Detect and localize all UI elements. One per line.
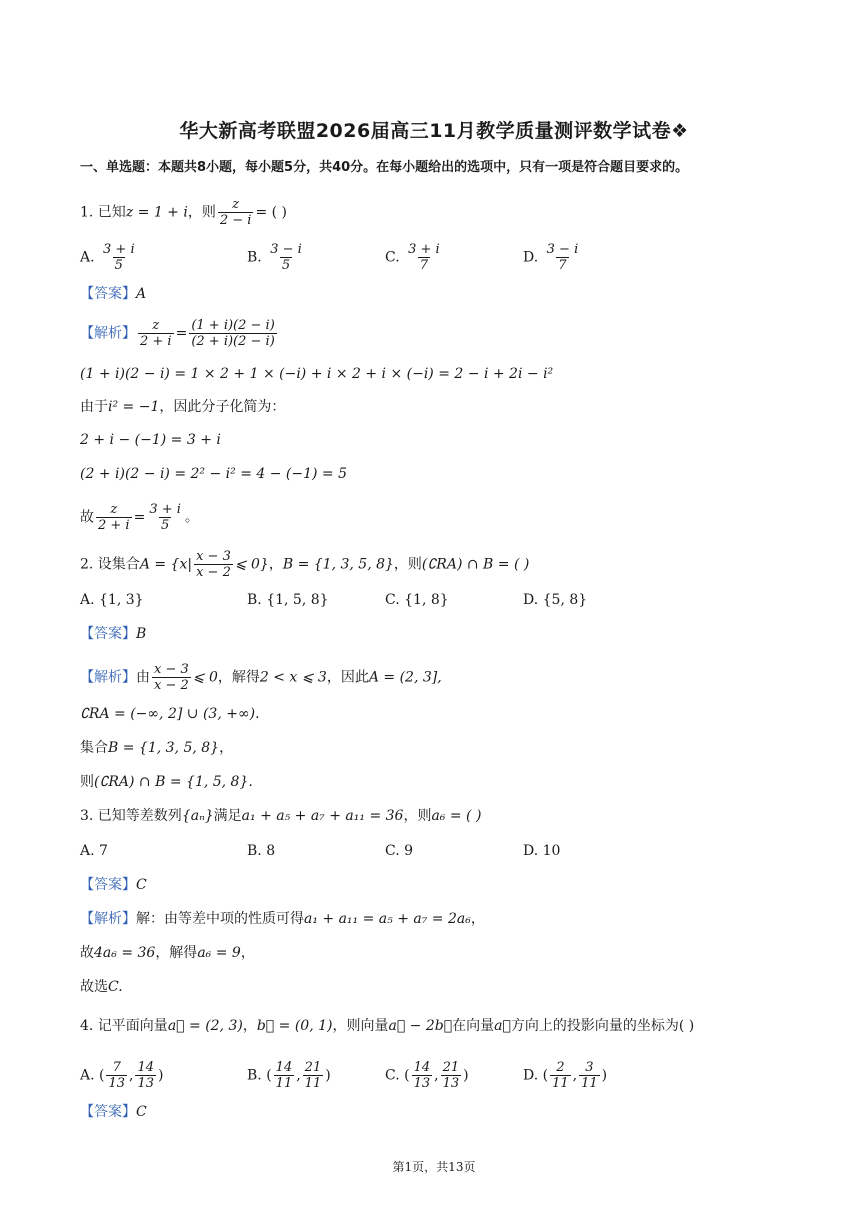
question-3-analysis-line-2: 故4a₆ = 36，解得a₆ = 9， xyxy=(80,945,255,961)
exam-title: 华大新高考联盟2026届高三11月教学质量测评数学试卷❖ xyxy=(179,120,689,142)
question-4-answer: 【答案】C xyxy=(80,1104,147,1120)
question-1-answer: 【答案】A xyxy=(80,286,147,302)
question-4-option-b: B. ( $\frac{14}{11}$ , $\frac{21}{11}$ ) xyxy=(247,1060,331,1091)
question-3-answer: 【答案】C xyxy=(80,877,147,893)
question-2-option-d: D. {5, 8} xyxy=(523,592,588,608)
question-2-option-b: B. {1, 5, 8} xyxy=(247,592,329,608)
question-1-analysis-line-2: (1 + i)(2 − i) = 1 × 2 + 1 × (−i) + i × 2 + i × (−i) = 2 − i + 2i − i² xyxy=(80,366,554,382)
question-3-stem: 3. 已知等差数列{aₙ}满足a₁ + a₅ + a₇ + a₁₁ = 36，则a₆ = ( ) xyxy=(80,808,482,824)
question-1-option-a: A. $\frac{3 + i}{5}$ xyxy=(80,242,135,273)
question-2-option-c: C. {1, 8} xyxy=(385,592,449,608)
question-1-analysis-line-3: 由于i² = −1，因此分子化简为： xyxy=(80,399,286,415)
question-1-analysis-line-6: 故 $\frac{z}{2 + i}$ = $\frac{3 + i}{5}$ 。 xyxy=(80,502,199,533)
question-2-option-a: A. {1, 3} xyxy=(80,592,144,608)
question-2-answer: 【答案】B xyxy=(80,626,147,642)
question-2-stem: 2. 设集合A = {x| $\frac{x - 3}{x - 2}$ ⩽ 0}，B = {1, 3, 5, 8}，则(∁RA) ∩ B = ( ) xyxy=(80,549,530,580)
question-3-option-b: B. 8 xyxy=(247,843,276,859)
question-4-option-c: C. ( $\frac{14}{13}$ , $\frac{21}{13}$ ) xyxy=(385,1060,469,1091)
question-2-analysis-line-2: ∁RA = (−∞, 2] ∪ (3, +∞). xyxy=(80,706,260,722)
question-3-option-c: C. 9 xyxy=(385,843,414,859)
question-3-option-d: D. 10 xyxy=(523,843,561,859)
question-3-analysis-line-1: 【解析】解：由等差中项的性质可得a₁ + a₁₁ = a₅ + a₇ = 2a₆， xyxy=(80,911,485,927)
question-1-option-d: D. $\frac{3 - i}{7}$ xyxy=(523,242,579,273)
fraction: $\frac{z}{2 - i}$ xyxy=(219,197,252,228)
question-1-option-c: C. $\frac{3 + i}{7}$ xyxy=(385,242,440,273)
question-1-analysis-line-4: 2 + i − (−1) = 3 + i xyxy=(80,432,221,448)
question-1-option-b: B. $\frac{3 - i}{5}$ xyxy=(247,242,302,273)
question-2-analysis-line-3: 集合B = {1, 3, 5, 8}， xyxy=(80,740,234,756)
question-4-option-a: A. ( $\frac{7}{13}$ , $\frac{14}{13}$ ) xyxy=(80,1060,164,1091)
page-footer: 第1页，共13页 xyxy=(392,1160,476,1174)
question-2-analysis-line-4: 则(∁RA) ∩ B = {1, 5, 8}. xyxy=(80,774,253,790)
question-1-stem: 1. 已知z = 1 + i，则 $\frac{z}{2 - i}$ = ( ) xyxy=(80,197,287,228)
question-3-option-a: A. 7 xyxy=(80,843,108,859)
section-heading-single-choice: 一、单选题：本题共8小题，每小题5分，共40分。在每小题给出的选项中，只有一项是符合题目要求的。 xyxy=(80,160,689,175)
question-4-option-d: D. ( $\frac{2}{11}$ , $\frac{3}{11}$ ) xyxy=(523,1060,608,1091)
question-2-analysis-line-1: 【解析】由 $\frac{x - 3}{x - 2}$ ⩽ 0，解得2 < x ⩽ 3，因此A = (2, 3], xyxy=(80,662,442,693)
question-4-stem: 4. 记平面向量a⃗ = (2, 3)，b⃗ = (0, 1)，则向量a⃗ − 2b⃗在向量a⃗方向上的投影向量的坐标为( ) xyxy=(80,1018,695,1034)
question-3-analysis-line-3: 故选C. xyxy=(80,979,123,995)
question-1-analysis-line-1: 【解析】 $\frac{z}{2 + i}$ = $\frac{(1 + i)(2 - i)}{(2 + i)(2 - i)}$ xyxy=(80,318,275,349)
question-1-analysis-line-5: (2 + i)(2 − i) = 2² − i² = 4 − (−1) = 5 xyxy=(80,466,348,482)
